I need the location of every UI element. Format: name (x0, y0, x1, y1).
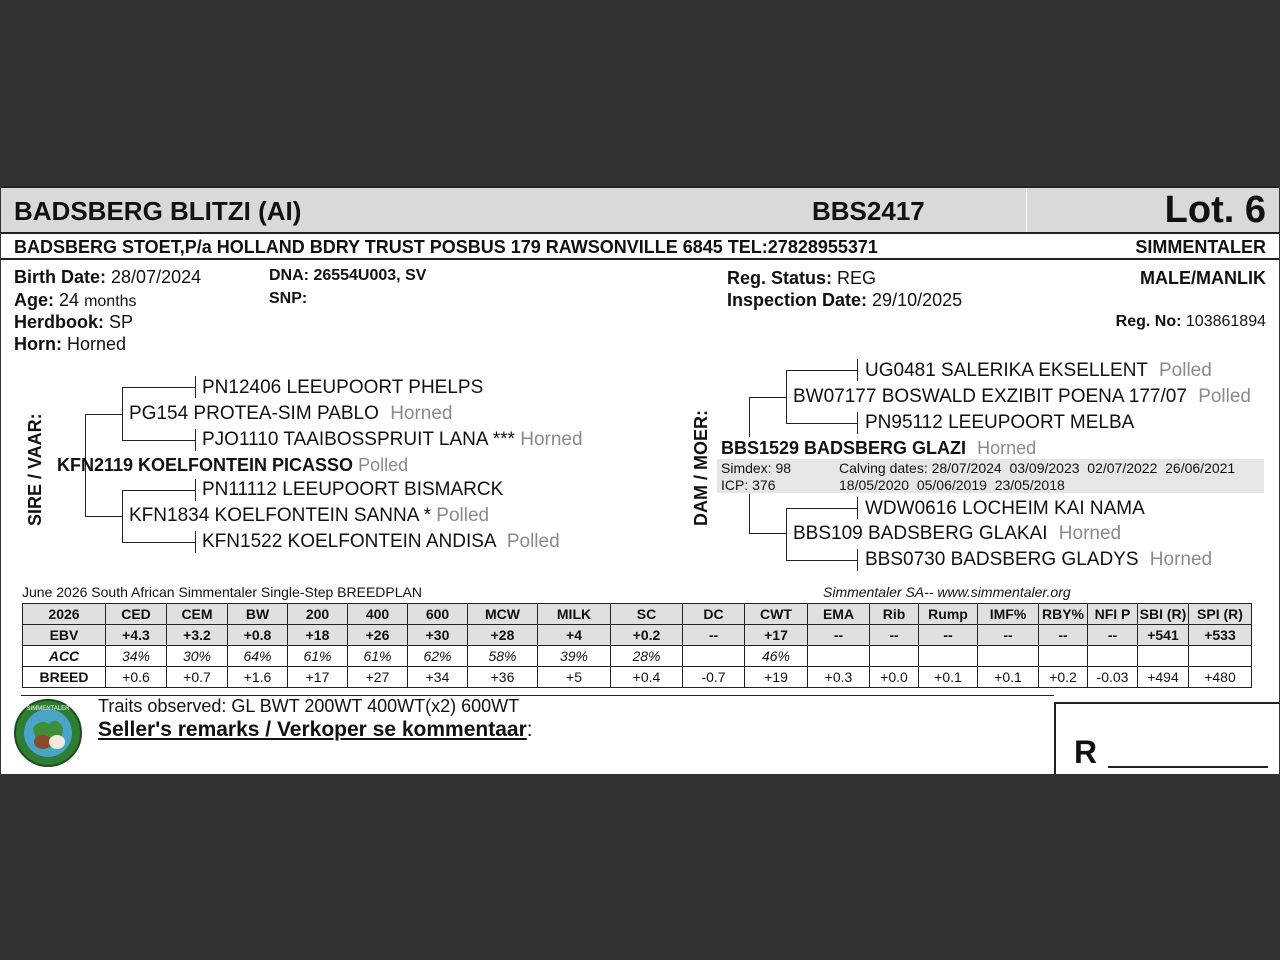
ebv-cell: +3.2 (167, 625, 228, 646)
simmentaler-logo-icon (13, 698, 83, 768)
ebv-cell (1138, 646, 1189, 667)
lot-card (1, 186, 1279, 774)
ebv-column-header: 400 (348, 604, 408, 625)
ebv-row-label: BREED (23, 667, 106, 688)
dam-calving-dates-cont: 18/05/2020 05/06/2019 23/05/2018 (839, 477, 1065, 493)
ebv-cell: 58% (468, 646, 538, 667)
ebv-cell: +17 (745, 625, 808, 646)
ebv-row-label: EBV (23, 625, 106, 646)
dam-sire-sire: UG0481 SALERIKA EKSELLENT Polled (865, 360, 1212, 381)
ebv-cell (919, 646, 978, 667)
ebv-cell (978, 646, 1039, 667)
ebv-cell: +0.1 (978, 667, 1039, 688)
dam-dam: BBS109 BADSBERG GLAKAI Horned (793, 523, 1122, 544)
ebv-cell: -- (808, 625, 870, 646)
price-box (1054, 702, 1279, 774)
ebv-cell (1189, 646, 1252, 667)
breeder-line (1, 234, 1279, 260)
ebv-cell: -- (919, 625, 978, 646)
ebv-column-header: CED (106, 604, 167, 625)
sire-dam-sire: PN11112 LEEUPOORT BISMARCK (202, 479, 504, 500)
ebv-row-acc (23, 646, 1252, 667)
ebv-cell: +0.2 (1039, 667, 1088, 688)
lot-number: Lot. 6 (1164, 189, 1266, 231)
breed-name: SIMMENTALER (1135, 237, 1266, 257)
sire-sire-dam: PJO1110 TAAIBOSSPRUIT LANA *** Horned (202, 429, 583, 450)
ebv-cell: 46% (745, 646, 808, 667)
ebv-cell (808, 646, 870, 667)
breedplan-title: June 2026 South African Simmentaler Single-Step BREEDPLAN (22, 584, 422, 600)
reg-status: Reg. Status: REG (727, 268, 877, 288)
ebv-cell: 61% (348, 646, 408, 667)
sire-sire-sire: PN12406 LEEUPOORT PHELPS (202, 377, 484, 398)
dam-label: DAM / MOER: (691, 410, 711, 526)
ebv-cell: 28% (611, 646, 683, 667)
ebv-cell: +26 (348, 625, 408, 646)
ebv-cell: +0.4 (611, 667, 683, 688)
ebv-cell: +19 (745, 667, 808, 688)
ebv-column-header: SC (611, 604, 683, 625)
ebv-cell (1039, 646, 1088, 667)
dam-sire: BW07177 BOSWALD EXZIBIT POENA 177/07 Polled (793, 386, 1252, 407)
ebv-cell: +28 (468, 625, 538, 646)
ebv-column-header: NFI P (1088, 604, 1138, 625)
price-label: R (1074, 734, 1098, 770)
ebv-column-header: CWT (745, 604, 808, 625)
ebv-cell: +533 (1189, 625, 1252, 646)
ebv-column-header: 200 (288, 604, 348, 625)
ebv-column-header: BW (228, 604, 288, 625)
ebv-cell: +0.8 (228, 625, 288, 646)
reg-number: Reg. No: 103861894 (1115, 313, 1266, 330)
ebv-cell: +0.2 (611, 625, 683, 646)
ebv-cell: +0.6 (106, 667, 167, 688)
age: Age: 24 months (14, 290, 137, 310)
ebv-cell: +0.3 (808, 667, 870, 688)
ebv-cell: -- (1088, 625, 1138, 646)
ebv-cell: +36 (468, 667, 538, 688)
ebv-cell (1088, 646, 1138, 667)
ebv-cell: +0.0 (870, 667, 919, 688)
ebv-column-header: 2026 (23, 604, 106, 625)
ebv-cell: 34% (106, 646, 167, 667)
ebv-cell: +4 (538, 625, 611, 646)
ebv-cell: +30 (408, 625, 468, 646)
traits-observed: Traits observed: GL BWT 200WT 400WT(x2) 600WT (98, 696, 520, 716)
ebv-row-ebv (23, 625, 1252, 646)
ebv-cell: +0.1 (919, 667, 978, 688)
dna-code: DNA: 26554U003, SV (269, 267, 427, 284)
ebv-cell: 30% (167, 646, 228, 667)
ebv-column-header: SPI (R) (1189, 604, 1252, 625)
header-bar (1, 186, 1279, 234)
ebv-cell: +17 (288, 667, 348, 688)
ebv-cell: 39% (538, 646, 611, 667)
sire-name: KFN2119 KOELFONTEIN PICASSO Polled (57, 455, 409, 475)
ebv-cell: 61% (288, 646, 348, 667)
dam-dam-sire: WDW0616 LOCHEIM KAI NAMA (865, 498, 1145, 519)
ebv-cell: 62% (408, 646, 468, 667)
ebv-column-header: 600 (408, 604, 468, 625)
ebv-column-header: IMF% (978, 604, 1039, 625)
ebv-column-header: MCW (468, 604, 538, 625)
ebv-cell: -- (870, 625, 919, 646)
sellers-remarks: Seller's remarks / Verkoper se kommentaar: (98, 718, 533, 741)
dam-simdex: Simdex: 98 (721, 460, 792, 476)
horn-status: Horn: Horned (14, 334, 127, 354)
svg-text:SIMMENTALER: SIMMENTALER (26, 706, 70, 712)
breeder-address: BADSBERG STOET,P/a HOLLAND BDRY TRUST POSBUS 179 RAWSONVILLE 6845 TEL:27828955371 (14, 237, 878, 257)
sire-dam-dam: KFN1522 KOELFONTEIN ANDISA Polled (202, 531, 560, 552)
ebv-cell: +18 (288, 625, 348, 646)
dam-icp: ICP: 376 (721, 477, 776, 493)
ebv-cell (683, 646, 745, 667)
ebv-column-header: MILK (538, 604, 611, 625)
inspection-date: Inspection Date: 29/10/2025 (727, 290, 963, 310)
dam-name: BBS1529 BADSBERG GLAZI Horned (721, 438, 1037, 458)
birth-date: Birth Date: 28/07/2024 (14, 267, 202, 287)
ebv-column-header: EMA (808, 604, 870, 625)
ebv-column-header: Rib (870, 604, 919, 625)
ebv-table (22, 603, 1252, 688)
sire-dam: KFN1834 KOELFONTEIN SANNA * Polled (129, 505, 490, 526)
ebv-cell: 64% (228, 646, 288, 667)
ebv-cell: +34 (408, 667, 468, 688)
ebv-cell: +541 (1138, 625, 1189, 646)
ebv-cell: -0.03 (1088, 667, 1138, 688)
dam-dam-dam: BBS0730 BADSBERG GLADYS Horned (865, 549, 1213, 570)
dam-sire-dam: PN95112 LEEUPOORT MELBA (865, 412, 1135, 433)
herdbook: Herdbook: SP (14, 312, 134, 332)
ebv-cell: -- (1039, 625, 1088, 646)
ebv-column-header: CEM (167, 604, 228, 625)
ebv-cell: +1.6 (228, 667, 288, 688)
ebv-cell: +480 (1189, 667, 1252, 688)
ebv-cell: +5 (538, 667, 611, 688)
sire-label: SIRE / VAAR: (25, 413, 45, 526)
ebv-cell: +27 (348, 667, 408, 688)
ebv-cell: -0.7 (683, 667, 745, 688)
ebv-column-header: SBI (R) (1138, 604, 1189, 625)
ebv-cell: -- (683, 625, 745, 646)
snp-code: SNP: (269, 290, 308, 307)
ebv-row-label: ACC (23, 646, 106, 667)
breedplan-source: Simmentaler SA-- www.simmentaler.org (823, 584, 1071, 600)
ebv-cell: +4.3 (106, 625, 167, 646)
ebv-column-header: RBY% (1039, 604, 1088, 625)
ebv-cell: +494 (1138, 667, 1189, 688)
sex: MALE/MANLIK (1140, 268, 1266, 288)
sire-sire: PG154 PROTEA-SIM PABLO Horned (129, 403, 453, 424)
ebv-column-header: Rump (919, 604, 978, 625)
ebv-cell (870, 646, 919, 667)
animal-name: BADSBERG BLITZI (AI) (14, 196, 302, 226)
ebv-row-breed (23, 667, 1252, 688)
ebv-cell: -- (978, 625, 1039, 646)
dam-calving-dates: Calving dates: 28/07/2024 03/09/2023 02/07/2022 26/06/2021 (839, 460, 1236, 476)
ebv-column-header: DC (683, 604, 745, 625)
animal-id: BBS2417 (812, 196, 925, 226)
ebv-header-row (23, 604, 1252, 625)
ebv-cell: +0.7 (167, 667, 228, 688)
